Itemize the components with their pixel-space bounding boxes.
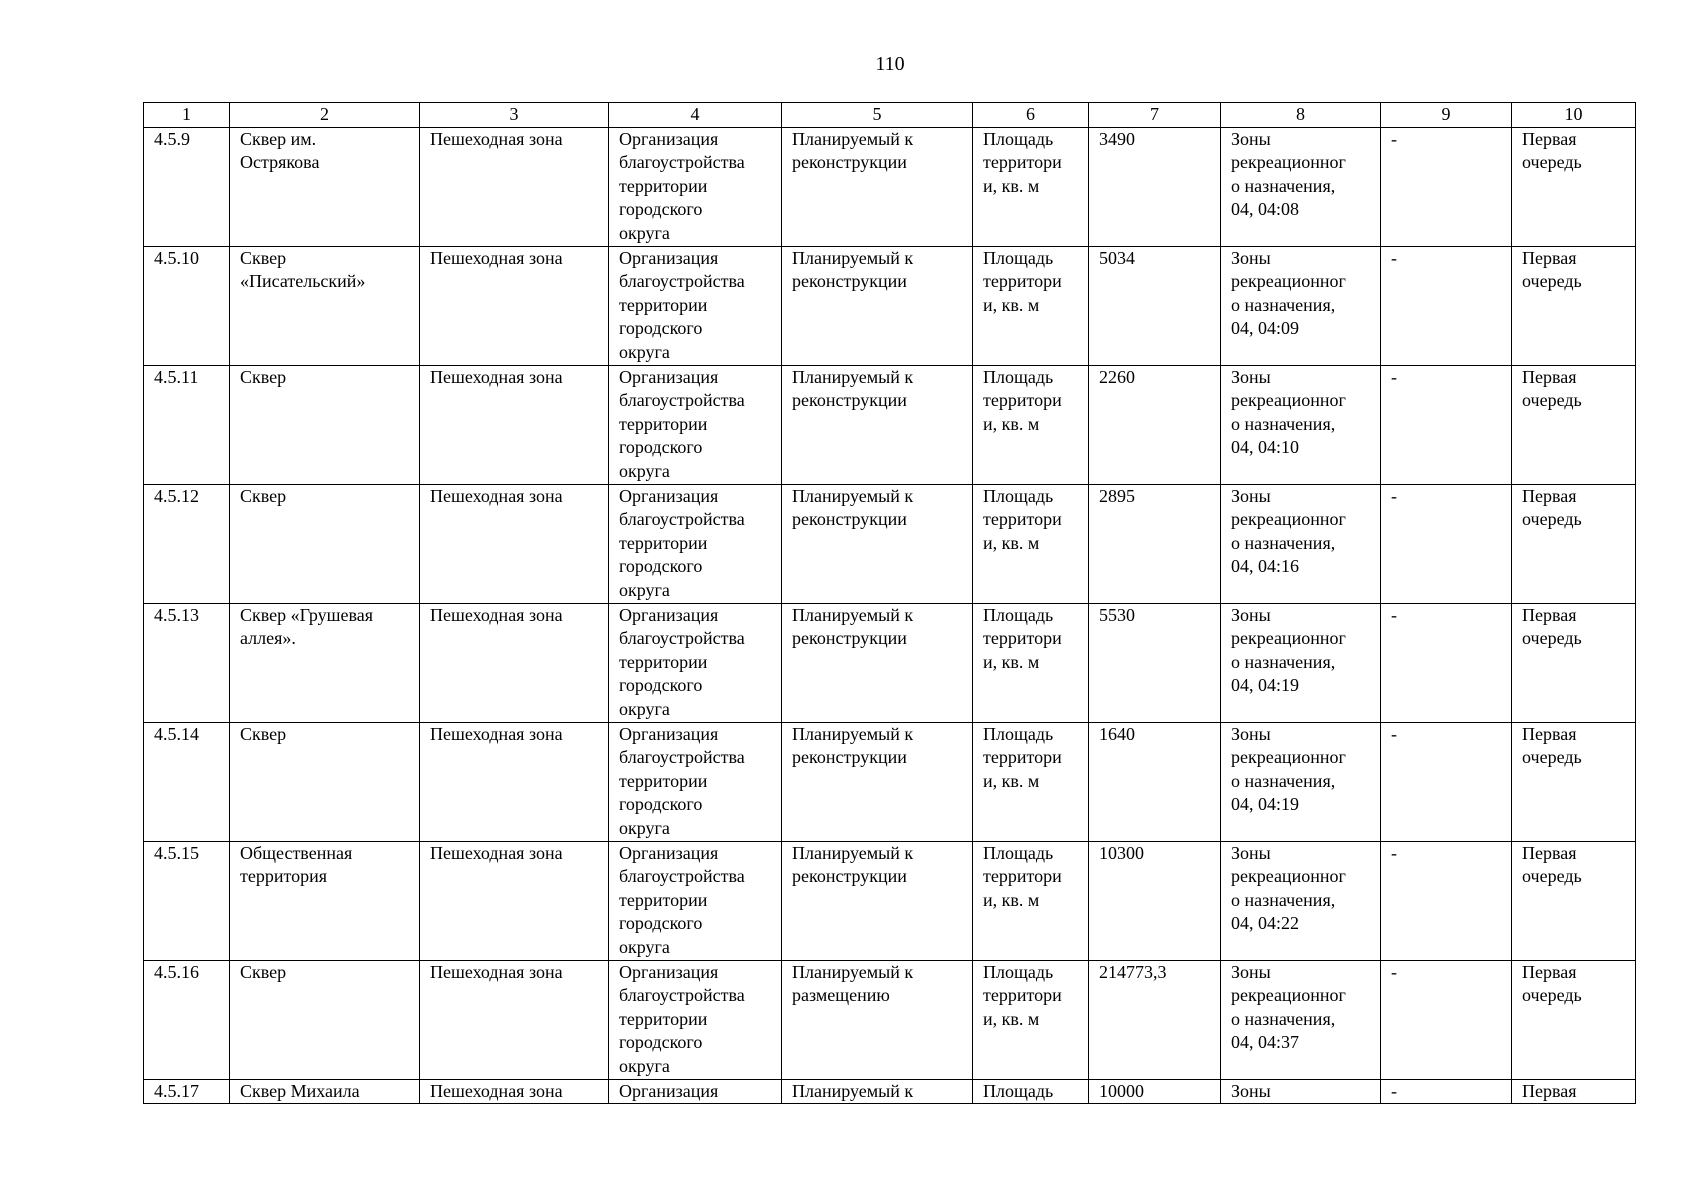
column-header: 7	[1089, 103, 1221, 128]
table-cell: 4.5.17	[144, 1079, 230, 1103]
table-cell: Организация благоустройства территории городского округа	[609, 246, 782, 365]
table-cell: Зоны рекреационног о назначения, 04, 04:19	[1221, 603, 1381, 722]
table-cell: -	[1381, 841, 1512, 960]
table-cell: Организация благоустройства территории городского округа	[609, 127, 782, 246]
table-cell: -	[1381, 127, 1512, 246]
column-header: 5	[782, 103, 973, 128]
table-cell: 3490	[1089, 127, 1221, 246]
table-cell: Первая очередь	[1512, 603, 1636, 722]
header-row	[144, 103, 1636, 128]
table-cell: Первая очередь	[1512, 127, 1636, 246]
table-cell: Пешеходная зона	[420, 484, 609, 603]
table-cell: Площадь территори и, кв. м	[973, 603, 1089, 722]
column-header: 8	[1221, 103, 1381, 128]
table-row	[144, 960, 1636, 1079]
table-cell: Первая очередь	[1512, 841, 1636, 960]
table-cell: -	[1381, 960, 1512, 1079]
table-row	[144, 1079, 1636, 1103]
table-row	[144, 484, 1636, 603]
table-cell: 4.5.10	[144, 246, 230, 365]
table-row	[144, 246, 1636, 365]
table-cell: 4.5.16	[144, 960, 230, 1079]
table-cell: Зоны рекреационног о назначения, 04, 04:08	[1221, 127, 1381, 246]
table-cell: -	[1381, 722, 1512, 841]
table-cell: Сквер Михаила	[230, 1079, 420, 1103]
table-cell: 4.5.15	[144, 841, 230, 960]
table-cell: Планируемый к реконструкции	[782, 484, 973, 603]
table-row	[144, 841, 1636, 960]
table-cell: Зоны рекреационног о назначения, 04, 04:09	[1221, 246, 1381, 365]
table-cell: Пешеходная зона	[420, 722, 609, 841]
table-cell: Первая очередь	[1512, 246, 1636, 365]
table-cell: Первая	[1512, 1079, 1636, 1103]
table-cell: -	[1381, 365, 1512, 484]
page-number: 110	[875, 53, 905, 75]
table-cell: Организация благоустройства территории городского округа	[609, 841, 782, 960]
column-header: 1	[144, 103, 230, 128]
table-cell: Пешеходная зона	[420, 127, 609, 246]
table-cell: Пешеходная зона	[420, 603, 609, 722]
table-row	[144, 365, 1636, 484]
table-cell: Общественная территория	[230, 841, 420, 960]
table-cell: Первая очередь	[1512, 484, 1636, 603]
table-cell: 4.5.12	[144, 484, 230, 603]
table-cell: 10000	[1089, 1079, 1221, 1103]
table-cell: Планируемый к реконструкции	[782, 603, 973, 722]
table-cell: Площадь территори и, кв. м	[973, 484, 1089, 603]
table-cell: Площадь территори и, кв. м	[973, 246, 1089, 365]
table-cell: 2895	[1089, 484, 1221, 603]
table-cell: 2260	[1089, 365, 1221, 484]
table-cell: Планируемый к реконструкции	[782, 365, 973, 484]
table-cell: 4.5.9	[144, 127, 230, 246]
table-cell: -	[1381, 246, 1512, 365]
table-cell: Организация благоустройства территории городского округа	[609, 603, 782, 722]
table-cell: Зоны рекреационног о назначения, 04, 04:16	[1221, 484, 1381, 603]
table-cell: Организация благоустройства территории городского округа	[609, 365, 782, 484]
table-cell: Сквер	[230, 960, 420, 1079]
table-cell: Пешеходная зона	[420, 960, 609, 1079]
table-cell: Площадь территори и, кв. м	[973, 127, 1089, 246]
table-row	[144, 722, 1636, 841]
table-cell: Первая очередь	[1512, 722, 1636, 841]
table-cell: Планируемый к размещению	[782, 960, 973, 1079]
table-cell: Планируемый к реконструкции	[782, 246, 973, 365]
table-cell: Зоны	[1221, 1079, 1381, 1103]
table-cell: 10300	[1089, 841, 1221, 960]
table-cell: 4.5.14	[144, 722, 230, 841]
table-cell: 5034	[1089, 246, 1221, 365]
table-cell: Сквер «Грушевая аллея».	[230, 603, 420, 722]
table-cell: Организация благоустройства территории городского округа	[609, 960, 782, 1079]
table-cell: 214773,3	[1089, 960, 1221, 1079]
table-cell: Планируемый к	[782, 1079, 973, 1103]
table-cell: Площадь территори и, кв. м	[973, 722, 1089, 841]
column-header: 10	[1512, 103, 1636, 128]
table-cell: Зоны рекреационног о назначения, 04, 04:37	[1221, 960, 1381, 1079]
table-cell: Планируемый к реконструкции	[782, 841, 973, 960]
table-cell: Зоны рекреационног о назначения, 04, 04:10	[1221, 365, 1381, 484]
table-cell: Первая очередь	[1512, 365, 1636, 484]
column-header: 4	[609, 103, 782, 128]
table-cell: Сквер	[230, 365, 420, 484]
table-cell: Сквер им. Острякова	[230, 127, 420, 246]
table-cell: Пешеходная зона	[420, 365, 609, 484]
column-header: 3	[420, 103, 609, 128]
table-cell: Площадь территори и, кв. м	[973, 841, 1089, 960]
table-cell: Зоны рекреационног о назначения, 04, 04:19	[1221, 722, 1381, 841]
table-cell: Зоны рекреационног о назначения, 04, 04:22	[1221, 841, 1381, 960]
objects-table	[143, 102, 1636, 1104]
table-cell: 4.5.11	[144, 365, 230, 484]
table-cell: Площадь территори и, кв. м	[973, 365, 1089, 484]
table-row	[144, 127, 1636, 246]
table-cell: Организация	[609, 1079, 782, 1103]
table-cell: Площадь	[973, 1079, 1089, 1103]
table-cell: Организация благоустройства территории городского округа	[609, 484, 782, 603]
table-cell: Сквер	[230, 484, 420, 603]
table-cell: 5530	[1089, 603, 1221, 722]
table-cell: 1640	[1089, 722, 1221, 841]
table-row	[144, 603, 1636, 722]
column-header: 6	[973, 103, 1089, 128]
column-header: 2	[230, 103, 420, 128]
table-cell: 4.5.13	[144, 603, 230, 722]
table-cell: -	[1381, 603, 1512, 722]
table-cell: -	[1381, 484, 1512, 603]
table-cell: Планируемый к реконструкции	[782, 722, 973, 841]
table-cell: Площадь территори и, кв. м	[973, 960, 1089, 1079]
table-cell: Сквер	[230, 722, 420, 841]
column-header: 9	[1381, 103, 1512, 128]
table-cell: -	[1381, 1079, 1512, 1103]
table-cell: Пешеходная зона	[420, 1079, 609, 1103]
table-cell: Пешеходная зона	[420, 841, 609, 960]
table-cell: Организация благоустройства территории городского округа	[609, 722, 782, 841]
table-cell: Сквер «Писательский»	[230, 246, 420, 365]
table-cell: Пешеходная зона	[420, 246, 609, 365]
table-cell: Планируемый к реконструкции	[782, 127, 973, 246]
table-cell: Первая очередь	[1512, 960, 1636, 1079]
